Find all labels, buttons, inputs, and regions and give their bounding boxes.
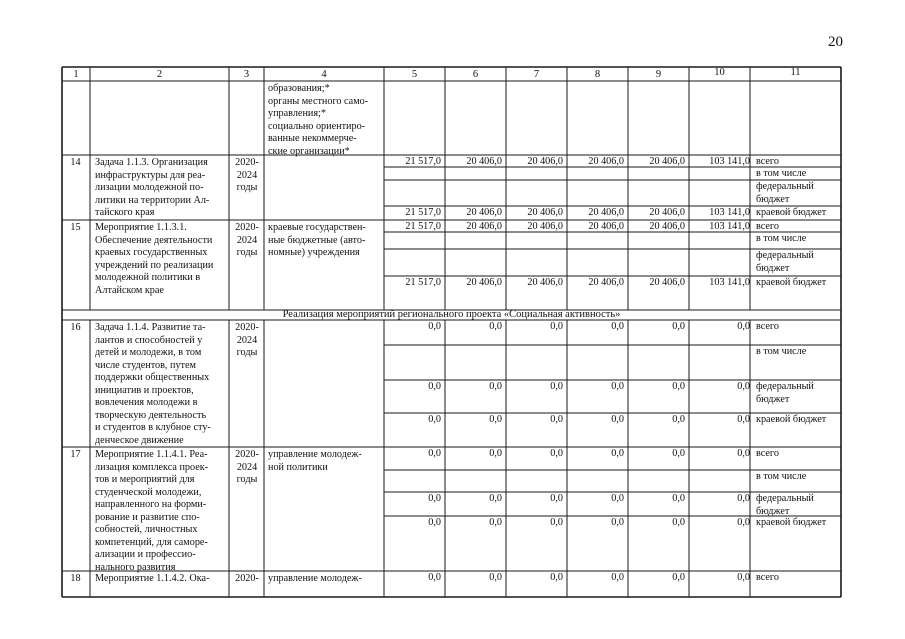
amount-cell: 0,0 — [737, 414, 750, 425]
amount-cell: 0,0 — [611, 414, 624, 425]
row-executor: управление молодеж- ной политики — [268, 449, 362, 473]
col-header-11: 11 — [790, 67, 801, 78]
amount-cell: 0,0 — [428, 572, 441, 583]
amount-cell: 0,0 — [672, 572, 685, 583]
amount-cell: 0,0 — [428, 493, 441, 504]
funding-source: краевой бюджет — [756, 517, 827, 528]
amount-cell: 20 406,0 — [527, 207, 563, 218]
col-header-2: 2 — [156, 69, 163, 80]
amount-cell: 0,0 — [550, 381, 563, 392]
amount-cell: 0,0 — [737, 448, 750, 459]
col-header-3: 3 — [243, 69, 250, 80]
amount-cell: 0,0 — [737, 321, 750, 332]
amount-cell: 20 406,0 — [588, 156, 624, 167]
amount-cell: 103 141,0 — [709, 156, 750, 167]
amount-cell: 0,0 — [428, 414, 441, 425]
amount-cell: 20 406,0 — [527, 277, 563, 288]
page-number: 20 — [828, 34, 843, 50]
col-header-6: 6 — [472, 69, 479, 80]
amount-cell: 0,0 — [672, 448, 685, 459]
section-title: Реализация мероприятий регионального проекта «Социальная активность» — [282, 309, 621, 320]
row-term: 2020- 2024 годы — [235, 157, 259, 193]
funding-source: всего — [756, 156, 779, 167]
amount-cell: 20 406,0 — [466, 156, 502, 167]
amount-cell: 20 406,0 — [466, 207, 502, 218]
amount-cell: 0,0 — [550, 517, 563, 528]
funding-source: всего — [756, 221, 779, 232]
row-title: Мероприятие 1.1.4.1. Реа- лизация комплекса проек- тов и мероприятий для студенческой молодежи, направленного на форми- рование и развитие спо- собностей, личностных компетенций, для саморе- ализации и профессио- нального развития — [95, 449, 209, 573]
col-header-10: 10 — [714, 67, 725, 78]
amount-cell: 21 517,0 — [405, 156, 441, 167]
amount-cell: 20 406,0 — [466, 277, 502, 288]
amount-cell: 0,0 — [428, 448, 441, 459]
row-executor: краевые государствен- ные бюджетные (авто- номные) учреждения — [268, 222, 366, 258]
amount-cell: 0,0 — [672, 381, 685, 392]
amount-cell: 0,0 — [611, 493, 624, 504]
amount-cell: 20 406,0 — [588, 277, 624, 288]
funding-source: краевой бюджет — [756, 414, 827, 425]
amount-cell: 0,0 — [428, 381, 441, 392]
amount-cell: 20 406,0 — [649, 207, 685, 218]
amount-cell: 21 517,0 — [405, 277, 441, 288]
row-title: Задача 1.1.3. Организация инфраструктуры для реа- лизации молодежной по- литики на территории Ал- тайского края — [95, 157, 210, 218]
amount-cell: 0,0 — [672, 321, 685, 332]
amount-cell: 0,0 — [611, 321, 624, 332]
amount-cell: 20 406,0 — [588, 207, 624, 218]
amount-cell: 20 406,0 — [649, 156, 685, 167]
amount-cell: 0,0 — [550, 572, 563, 583]
funding-source: в том числе — [756, 346, 807, 357]
amount-cell: 0,0 — [489, 493, 502, 504]
amount-cell: 0,0 — [489, 381, 502, 392]
amount-cell: 0,0 — [428, 321, 441, 332]
col-header-7: 7 — [533, 69, 540, 80]
amount-cell: 20 406,0 — [466, 221, 502, 232]
amount-cell: 20 406,0 — [588, 221, 624, 232]
row-number: 14 — [70, 157, 81, 168]
funding-source: всего — [756, 572, 779, 583]
amount-cell: 0,0 — [489, 517, 502, 528]
amount-cell: 0,0 — [550, 493, 563, 504]
funding-source: федеральный бюджет — [756, 493, 814, 517]
amount-cell: 0,0 — [672, 493, 685, 504]
amount-cell: 21 517,0 — [405, 221, 441, 232]
row-number: 17 — [70, 449, 81, 460]
amount-cell: 0,0 — [611, 517, 624, 528]
funding-source: в том числе — [756, 471, 807, 482]
amount-cell: 103 141,0 — [709, 277, 750, 288]
row-number: 15 — [70, 222, 81, 233]
amount-cell: 0,0 — [737, 517, 750, 528]
amount-cell: 0,0 — [550, 414, 563, 425]
amount-cell: 20 406,0 — [527, 156, 563, 167]
row-title: Задача 1.1.4. Развитие та- лантов и способностей у детей и молодежи, в том числе студентов, путем поддержки общественных инициатив и проектов, вовлечения молодежи в творческую деятельность и студентов в клубное сту- денческое движение — [95, 322, 211, 446]
amount-cell: 0,0 — [737, 381, 750, 392]
col-header-8: 8 — [594, 69, 601, 80]
row-executor: управление молодеж- — [268, 573, 362, 584]
row-title: Мероприятие 1.1.3.1. Обеспечение деятельности краевых государственных учреждений по реализации молодежной политики в Алтайском крае — [95, 222, 214, 296]
row-number: 18 — [70, 573, 81, 584]
amount-cell: 0,0 — [428, 517, 441, 528]
funding-source: всего — [756, 321, 779, 332]
amount-cell: 0,0 — [737, 493, 750, 504]
amount-cell: 0,0 — [550, 448, 563, 459]
amount-cell: 0,0 — [611, 448, 624, 459]
amount-cell: 0,0 — [489, 321, 502, 332]
col-header-1: 1 — [73, 69, 79, 80]
amount-cell: 0,0 — [550, 321, 563, 332]
row-term: 2020- 2024 годы — [235, 222, 259, 258]
amount-cell: 103 141,0 — [709, 207, 750, 218]
row-term: 2020- — [235, 573, 259, 584]
amount-cell: 21 517,0 — [405, 207, 441, 218]
amount-cell: 103 141,0 — [709, 221, 750, 232]
executor-continuation: образования;* органы местного само- управления;* социально ориентиро- ванные некоммерче- ские организации* — [268, 83, 369, 157]
funding-source: федеральный бюджет — [756, 381, 814, 405]
row-number: 16 — [70, 322, 81, 333]
amount-cell: 0,0 — [489, 448, 502, 459]
funding-source: федеральный бюджет — [756, 181, 814, 205]
row-term: 2020- 2024 годы — [235, 449, 259, 485]
amount-cell: 0,0 — [611, 572, 624, 583]
amount-cell: 0,0 — [672, 414, 685, 425]
amount-cell: 0,0 — [489, 414, 502, 425]
amount-cell: 0,0 — [611, 381, 624, 392]
amount-cell: 20 406,0 — [527, 221, 563, 232]
col-header-5: 5 — [411, 69, 418, 80]
row-title: Мероприятие 1.1.4.2. Ока- — [95, 573, 210, 584]
row-term: 2020- 2024 годы — [235, 322, 259, 358]
amount-cell: 20 406,0 — [649, 277, 685, 288]
funding-source: в том числе — [756, 233, 807, 244]
amount-cell: 20 406,0 — [649, 221, 685, 232]
funding-source: всего — [756, 448, 779, 459]
funding-source: в том числе — [756, 168, 807, 179]
funding-source: краевой бюджет — [756, 277, 827, 288]
col-header-9: 9 — [655, 69, 662, 80]
amount-cell: 0,0 — [489, 572, 502, 583]
funding-source: краевой бюджет — [756, 207, 827, 218]
funding-source: федеральный бюджет — [756, 250, 814, 274]
amount-cell: 0,0 — [672, 517, 685, 528]
col-header-4: 4 — [321, 69, 327, 80]
amount-cell: 0,0 — [737, 572, 750, 583]
